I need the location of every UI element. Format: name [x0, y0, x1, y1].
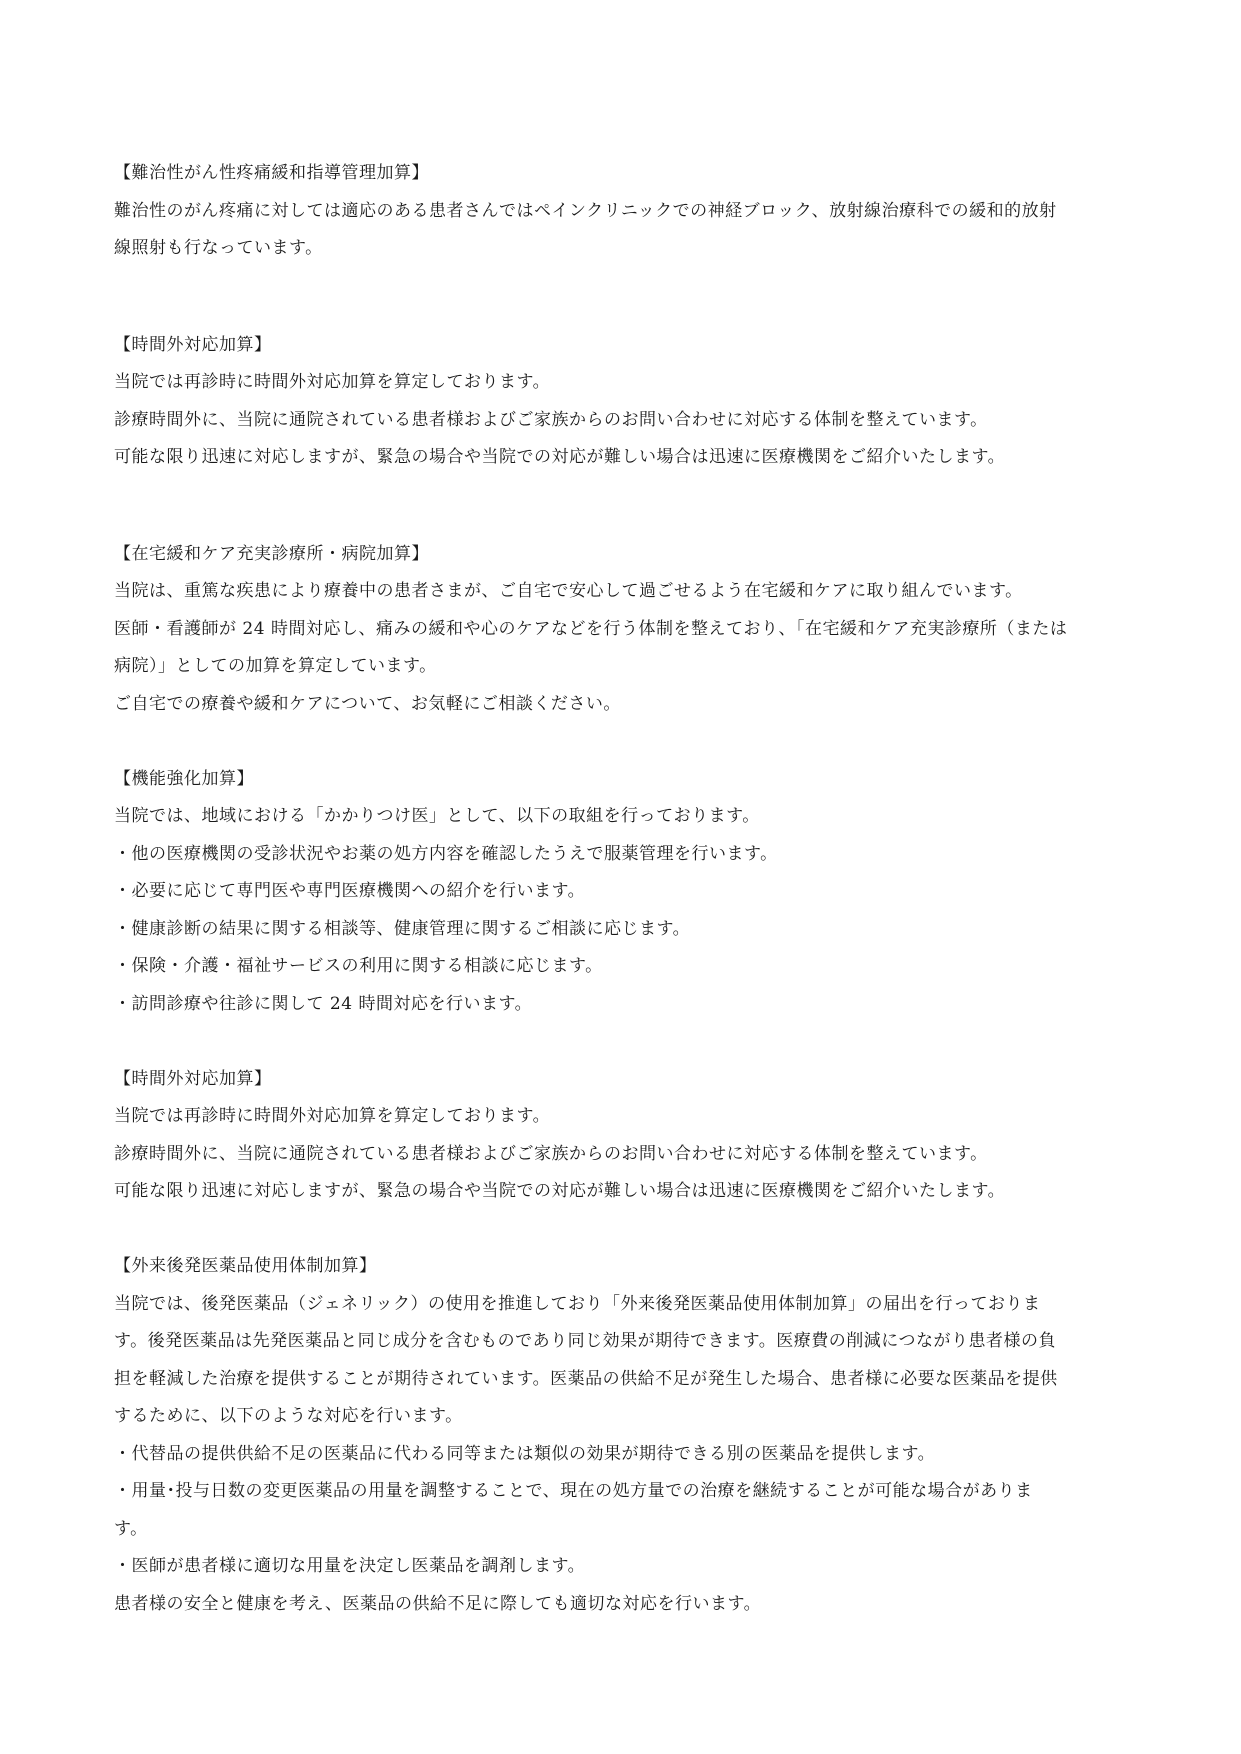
section-heading: 【機能強化加算】 — [114, 768, 254, 789]
section-cancer-pain — [114, 155, 1134, 268]
body-line: 当院では再診時に時間外対応加算を算定しております。 — [114, 372, 551, 392]
body-line: 当院では再診時に時間外対応加算を算定しております。 — [114, 1106, 551, 1126]
section-heading: 【外来後発医薬品使用体制加算】 — [114, 1256, 377, 1276]
section-after-hours-1 — [114, 327, 1134, 477]
section-function-enhancement — [114, 761, 1134, 1024]
bullet-item: ・保険・介護・福祉サービスの利用に関する相談に応じます。 — [114, 956, 603, 976]
document-page — [114, 155, 1134, 1623]
body-line: 医師・看護師が 24 時間対応し、痛みの緩和や心のケアなどを行う体制を整えており、「在宅緩和ケア充実診療所（または — [114, 618, 1068, 639]
bullet-item: ・他の医療機関の受診状況やお薬の処方内容を確認したうえで服薬管理を行います。 — [114, 843, 778, 864]
body-line: 当院は、重篤な疾患により療養中の患者さまが、ご自宅で安心して過ごせるよう在宅緩和ケアに取り組んでいます。 — [114, 581, 1023, 601]
section-heading: 【在宅緩和ケア充実診療所・病院加算】 — [114, 543, 429, 564]
section-generic-drugs — [114, 1248, 1134, 1623]
section-heading: 【時間外対応加算】 — [114, 334, 272, 355]
bullet-item: ・訪問診療や往診に関して 24 時間対応を行います。 — [114, 993, 533, 1014]
body-line: 可能な限り迅速に対応しますが、緊急の場合や当院での対応が難しい場合は迅速に医療機関をご紹介いたします。 — [114, 1181, 1006, 1201]
body-line: するために、以下のような対応を行います。 — [114, 1406, 463, 1426]
bullet-item: ・健康診断の結果に関する相談等、健康管理に関するご相談に応じます。 — [114, 918, 691, 939]
body-line: 当院では、地域における「かかりつけ医」として、以下の取組を行っております。 — [114, 806, 760, 826]
section-after-hours-2 — [114, 1061, 1134, 1211]
bullet-item: ・必要に応じて専門医や専門医療機関への紹介を行います。 — [114, 881, 586, 901]
bullet-item: ・代替品の提供供給不足の医薬品に代わる同等または類似の効果が期待できる別の医薬品を提供します。 — [114, 1443, 936, 1464]
body-line: 担を軽減した治療を提供することが期待されています。医薬品の供給不足が発生した場合、患者様に必要な医薬品を提供 — [114, 1368, 1058, 1389]
body-line: す。 — [114, 1518, 148, 1539]
body-line: す。後発医薬品は先発医薬品と同じ成分を含むものであり同じ効果が期待できます。医療費の削減につながり患者様の負 — [114, 1331, 1056, 1351]
section-home-palliative-care — [114, 536, 1134, 724]
body-line: 線照射も行なっています。 — [114, 238, 323, 258]
body-line: 診療時間外に、当院に通院されている患者様およびご家族からのお問い合わせに対応する体制を整えています。 — [114, 409, 988, 430]
section-heading: 【難治性がん性疼痛緩和指導管理加算】 — [114, 163, 429, 183]
body-line: 当院では、後発医薬品（ジェネリック）の使用を推進しており「外来後発医薬品使用体制加算」の届出を行っておりま — [114, 1293, 1041, 1314]
bullet-item: ・医師が患者様に適切な用量を決定し医薬品を調剤します。 — [114, 1556, 586, 1576]
body-line: 患者様の安全と健康を考え、医薬品の供給不足に際しても適切な対応を行います。 — [114, 1593, 762, 1614]
body-line: 可能な限り迅速に対応しますが、緊急の場合や当院での対応が難しい場合は迅速に医療機関をご紹介いたします。 — [114, 447, 1006, 467]
body-line: ご自宅での療養や緩和ケアについて、お気軽にご相談ください。 — [114, 693, 621, 714]
section-heading: 【時間外対応加算】 — [114, 1068, 272, 1089]
body-line: 診療時間外に、当院に通院されている患者様およびご家族からのお問い合わせに対応する体制を整えています。 — [114, 1143, 988, 1164]
bullet-item: ・用量･投与日数の変更医薬品の用量を調整することで、現在の処方量での治療を継続することが可能な場合がありま — [114, 1481, 1033, 1501]
body-line: 難治性のがん疼痛に対しては適応のある患者さんではペインクリニックでの神経ブロック、放射線治療科での緩和的放射 — [114, 200, 1057, 221]
body-line: 病院）」としての加算を算定しています。 — [114, 656, 437, 676]
